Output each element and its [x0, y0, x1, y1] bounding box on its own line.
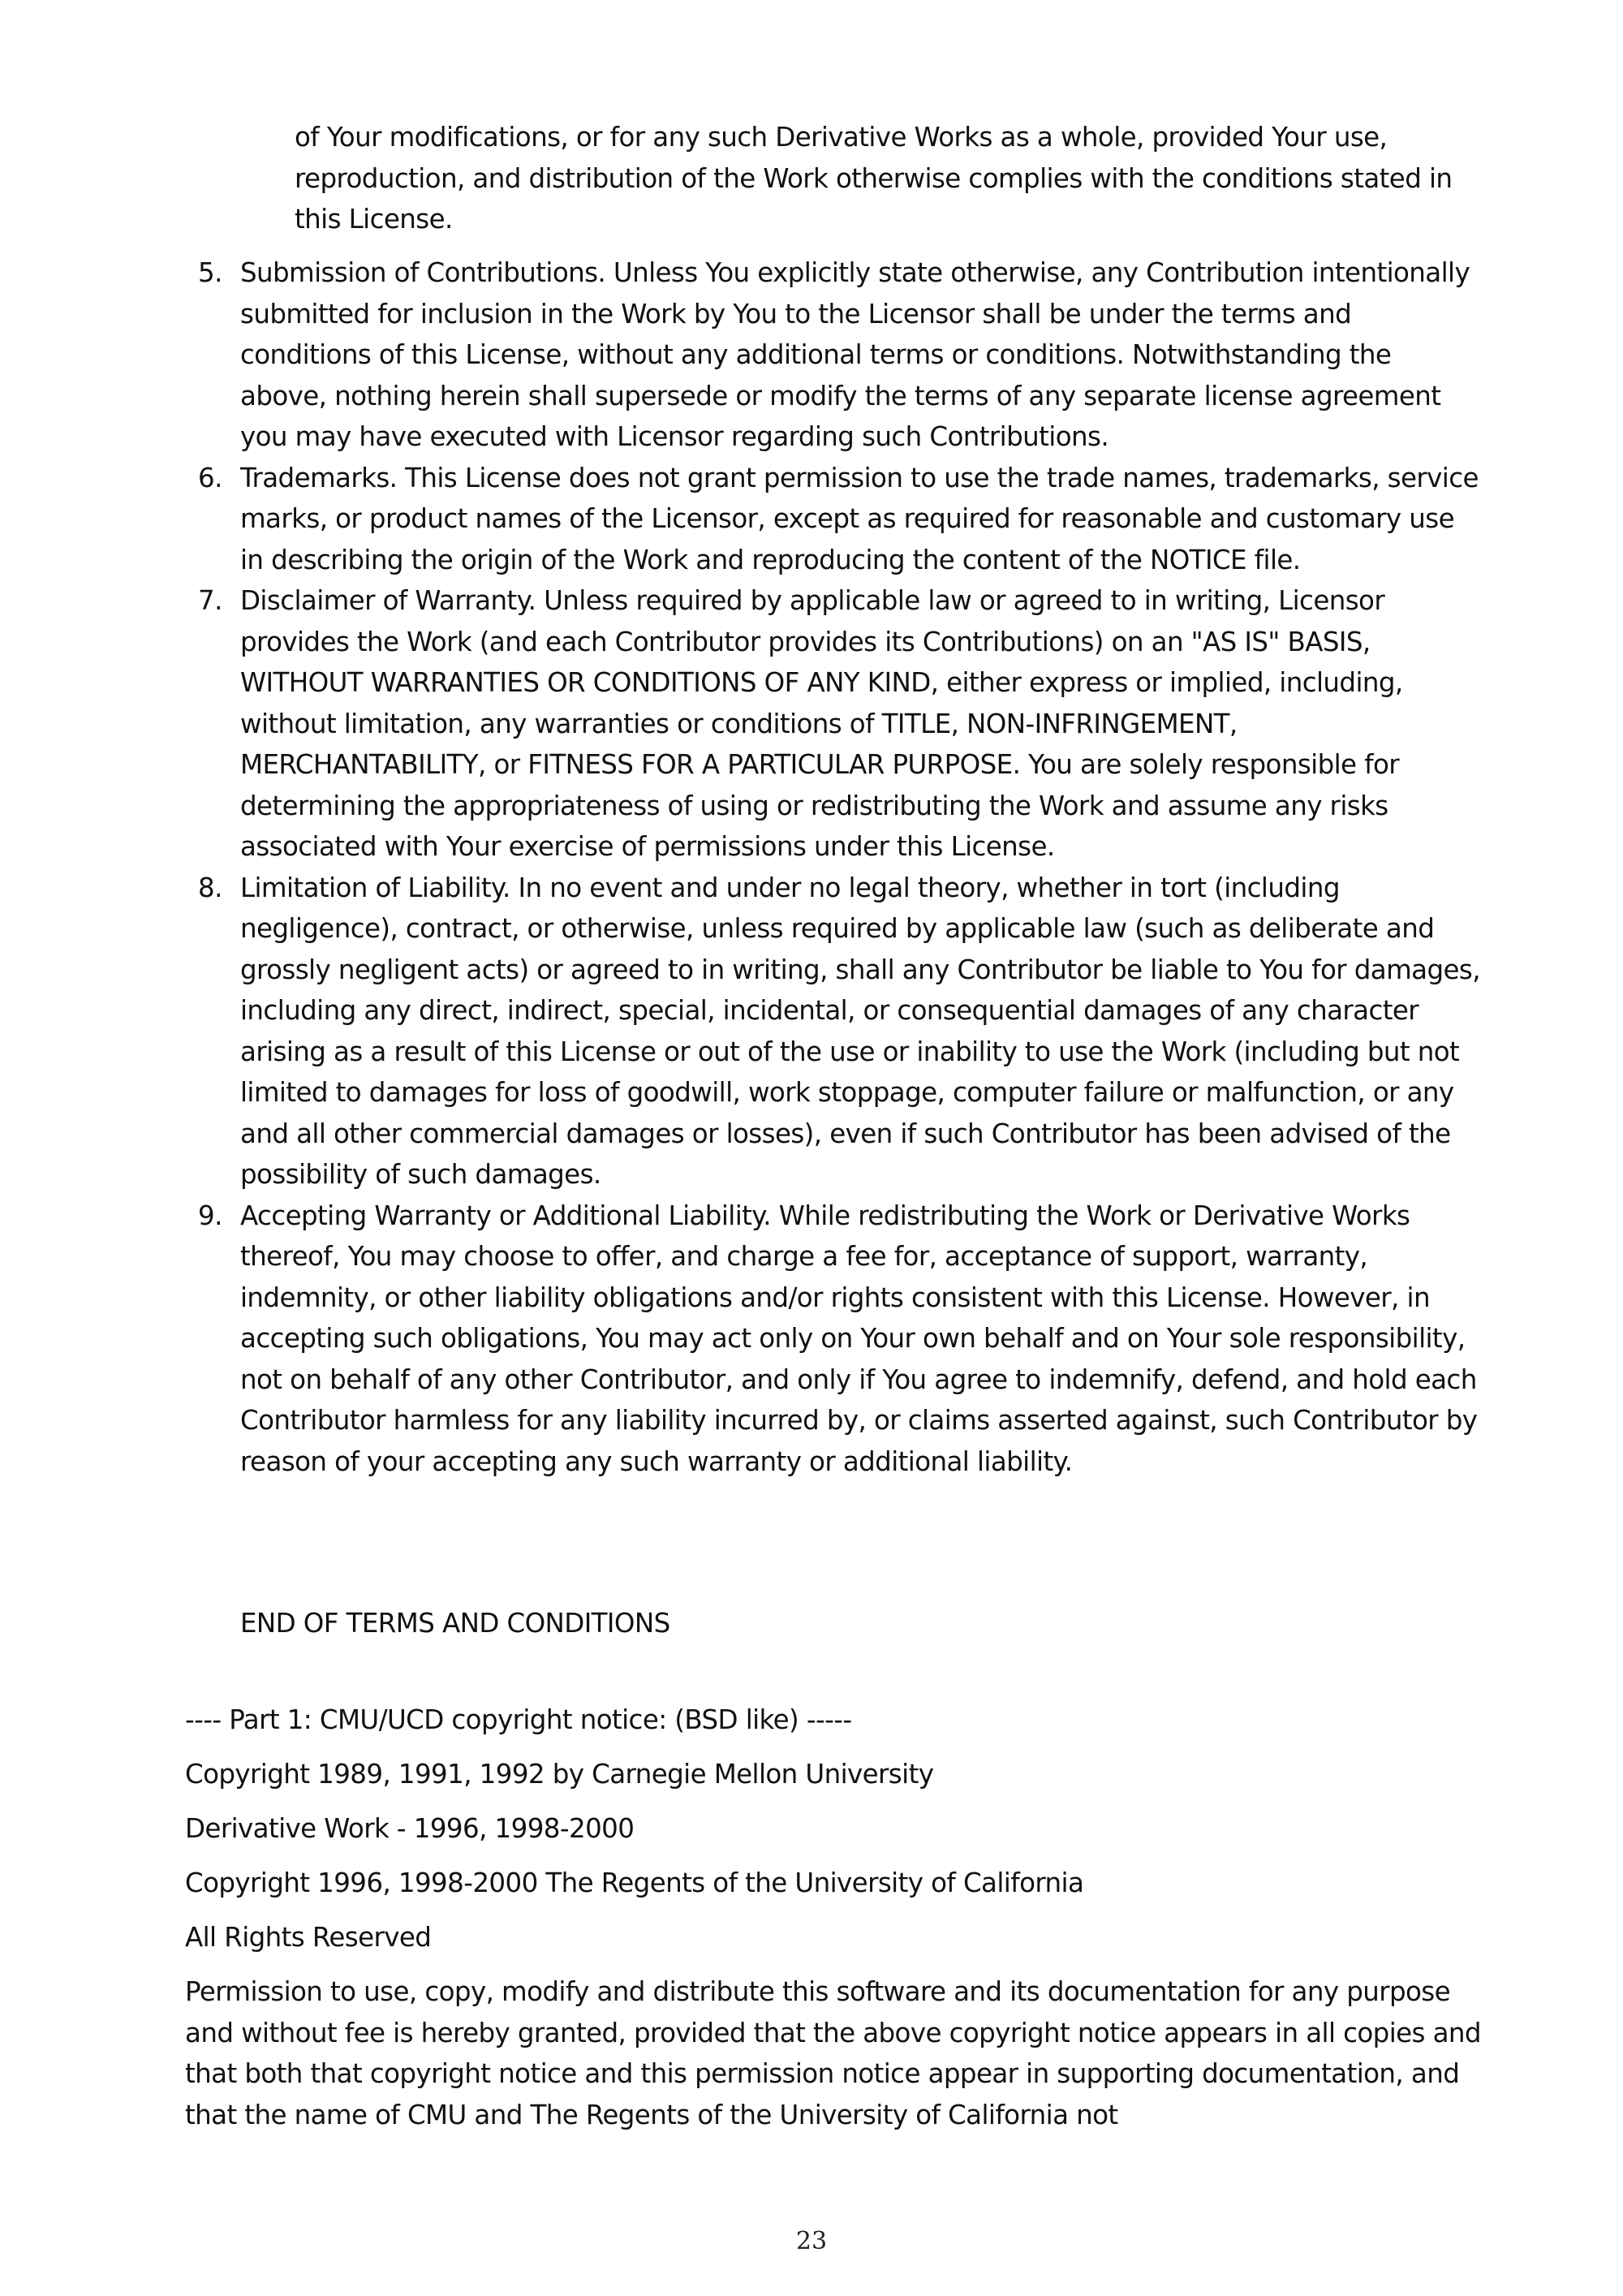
list-item-number: 6. — [198, 462, 222, 493]
list-item — [0, 580, 1482, 868]
list-item-text: Disclaimer of Warranty. Unless required by applicable law or agreed to in writing, Licensor provides the Work (and each Contributor provides its Contributions) on an "AS IS" BASIS, WITHOUT WARRANTIES OR CONDITIONS OF ANY KIND, either express or implied, including, without limitation, any warranties or conditions of TITLE, NON-INFRINGEMENT, MERCHANTABILITY, or FITNESS FOR A PARTICULAR PURPOSE. You are solely responsible for determining the appropriateness of using or redistributing the Work and assume any risks associated with Your exercise of permissions under this License. — [240, 585, 1403, 862]
permission-paragraph: Permission to use, copy, modify and distribute this software and its documentation for any purpose and without fee is hereby granted, provided that the above copyright notice appears in all copies and that both that copyright notice and this permission notice appear in supporting documentation, and that the name of CMU and The Regents of the University of California not — [185, 1976, 1481, 2130]
all-rights-reserved: All Rights Reserved — [185, 1922, 432, 1953]
terms-list — [0, 252, 1623, 1482]
list-item-number: 7. — [198, 585, 222, 616]
list-item-text: Limitation of Liability. In no event and under no legal theory, whether in tort (including negligence), contract, or otherwise, unless required by applicable law (such as deliberate and grossly negligent acts) or agreed to in writing, shall any Contributor be liable to You for damages, including any direct, indirect, special, incidental, or consequential damages of any character arising as a result of this License or out of the use or inability to use the Work (including but not limited to damages for loss of goodwill, work stoppage, computer failure or malfunction, or any and all other commercial damages or losses), even if such Contributor has been advised of the possibility of such damages. — [240, 872, 1480, 1190]
list-item-number: 8. — [198, 872, 222, 903]
continuation-paragraph: of Your modifications, or for any such Derivative Works as a whole, provided Your use, reproduction, and distribution of the Work otherwise complies with the conditions stated in this License. — [295, 122, 1453, 235]
list-item — [0, 1195, 1482, 1483]
list-item-number: 5. — [198, 257, 222, 288]
copyright-uc: Copyright 1996, 1998-2000 The Regents of the University of California — [185, 1867, 1084, 1898]
end-of-terms: END OF TERMS AND CONDITIONS — [240, 1608, 670, 1639]
copyright-cmu: Copyright 1989, 1991, 1992 by Carnegie Mellon University — [185, 1759, 934, 1790]
part1-heading: ---- Part 1: CMU/UCD copyright notice: (BSD like) ----- — [185, 1704, 852, 1735]
list-item — [0, 252, 1482, 458]
list-item — [0, 868, 1482, 1195]
list-item — [0, 458, 1482, 581]
list-item-text: Accepting Warranty or Additional Liability. While redistributing the Work or Derivative Works thereof, You may choose to offer, and charge a fee for, acceptance of support, warranty, indemnity, or other liability obligations and/or rights consistent with this License. However, in accepting such obligations, You may act only on Your own behalf and on Your sole responsibility, not on behalf of any other Contributor, and only if You agree to indemnify, defend, and hold each Contributor harmless for any liability incurred by, or claims asserted against, such Contributor by reason of your accepting any such warranty or additional liability. — [240, 1200, 1478, 1477]
derivative-work: Derivative Work - 1996, 1998-2000 — [185, 1813, 635, 1844]
page-number: 23 — [795, 2227, 828, 2255]
list-item-text: Submission of Contributions. Unless You explicitly state otherwise, any Contribution intentionally submitted for inclusion in the Work by You to the Licensor shall be under the terms and conditions of this License, without any additional terms or conditions. Notwithstanding the above, nothing herein shall supersede or modify the terms of any separate license agreement you may have executed with Licensor regarding such Contributions. — [240, 257, 1470, 452]
list-item-number: 9. — [198, 1200, 222, 1231]
list-item-text: Trademarks. This License does not grant permission to use the trade names, trademarks, service marks, or product names of the Licensor, except as required for reasonable and customary use in describing the origin of the Work and reproducing the content of the NOTICE file. — [240, 462, 1479, 575]
